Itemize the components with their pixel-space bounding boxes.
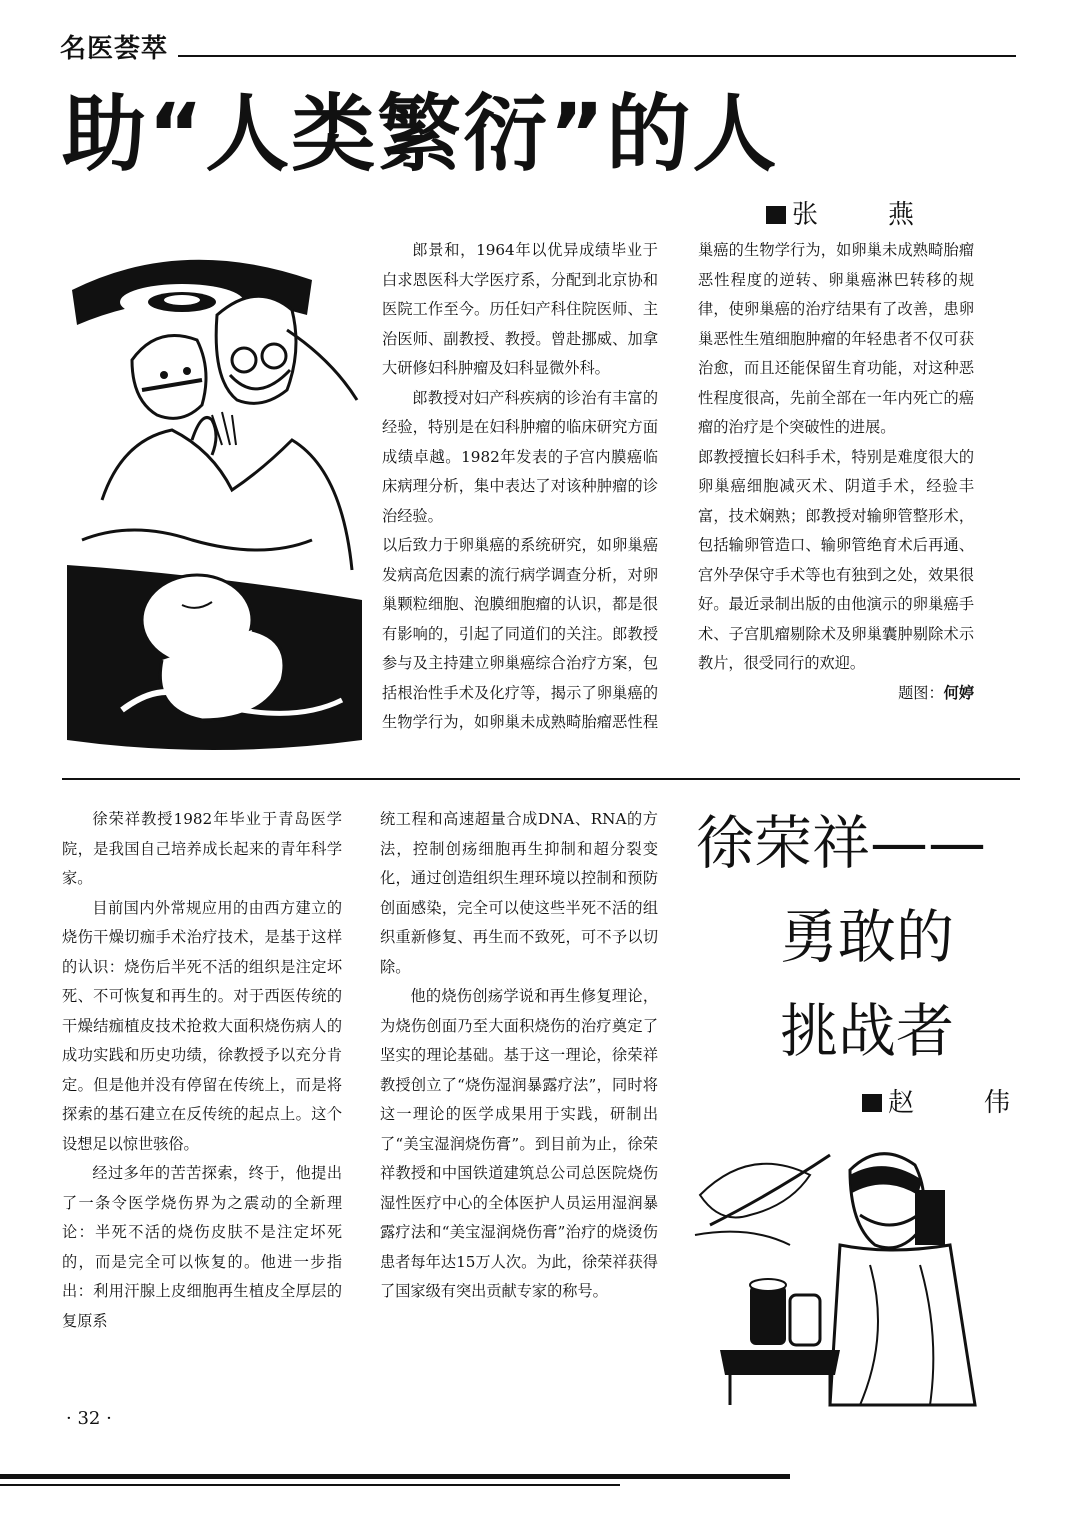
article2-paragraph: 目前国内外常规应用的由西方建立的烧伤干燥切痂手术治疗技术，是基于这样的认识：烧伤后半死不活的组织是注定坏死、不可恢复和再生的。对于西医传统的干燥结痂植皮技术抢救大面积烧伤病人的成功实践和历史功绩，徐教授予以充分肯定。但是他并没有停留在传统上，而是将探索的基石建立在反传统的起点上。这个设想足以惊世骇俗。 bbox=[62, 898, 342, 1153]
article1-paragraph-part: 以后致力于卵巢癌的系统研究，如卵巢癌发病高危因素的流行病学调查分析，对卵巢颗粒细胞、泡膜细胞瘤的认识，都是很有影响的，引起了同道们的关注。郎教授参与及主持建立卵巢癌综合治疗方案，包括根治性手术及化疗等，揭示了卵巢癌的生物学行为，如卵巢未成熟畸胎瘤恶性程 bbox=[382, 536, 658, 731]
article1-byline bbox=[766, 200, 936, 230]
article2-author: 赵 伟 bbox=[888, 1088, 1033, 1118]
article2-paragraph: 经过多年的苦苦探索，终于，他提出了一条令医学烧伤界为之震动的全新理论：半死不活的烧伤皮肤不是注定坏死的，而是完全可以恢复的。他进一步指出：利用汗腺上皮细胞再生植皮全厚层的复原系 bbox=[62, 1164, 342, 1330]
page-number: · 32 · bbox=[66, 1408, 112, 1429]
article2-title-line2: 勇敢的 bbox=[780, 903, 955, 971]
article1-author: 张 燕 bbox=[792, 200, 937, 230]
footer-rule-thin bbox=[0, 1484, 620, 1486]
article1-column-1 bbox=[382, 236, 658, 737]
article2-column-2 bbox=[380, 805, 658, 1307]
header-rule bbox=[178, 55, 1016, 57]
footer-rule bbox=[0, 1474, 790, 1479]
byline-square-icon bbox=[766, 206, 786, 224]
section-label: 名医荟萃 bbox=[60, 34, 169, 64]
surgeon-with-equipment-drawing bbox=[690, 1135, 980, 1415]
article-divider bbox=[62, 778, 1020, 780]
article1-column-2 bbox=[698, 236, 974, 772]
article2-paragraph: 徐荣祥教授1982年毕业于青岛医学院，是我国自己培养成长起来的青年科学家。 bbox=[62, 810, 342, 887]
article1-title: 助“人类繁衍”的人 bbox=[62, 85, 779, 183]
surgeons-and-baby-drawing bbox=[62, 240, 367, 770]
article1-paragraph: 郎教授擅长妇科手术，特别是难度很大的卵巢癌细胞减灭术、阴道手术，经验丰富，技术娴熟；郎教授对输卵管整形术，包括输卵管造口、输卵管绝育术后再通、宫外孕保守手术等也有独到之处，效果很好。最近录制出版的由他演示的卵巢癌手术、子宫肌瘤剔除术及卵巢囊肿剔除术示教片，很受同行的欢迎。 bbox=[698, 447, 974, 672]
credit-name: 何婷 bbox=[943, 683, 974, 702]
article2-paragraph: 他的烧伤创疡学说和再生修复理论，为烧伤创面乃至大面积烧伤的治疗奠定了坚实的理论基础。基于这一理论，徐荣祥教授创立了“烧伤湿润暴露疗法”，同时将这一理论的医学成果用于实践，研制出了“美宝湿润烧伤膏”。到目前为止，徐荣祥教授和中国铁道建筑总公司总医院烧伤湿性医疗中心的全体医护人员运用湿润暴露疗法和“美宝湿润烧伤膏”治疗的烧烫伤患者每年达15万人次。为此，徐荣祥获得了国家级有突出贡献专家的称号。 bbox=[380, 987, 658, 1300]
article1-paragraph: 郎教授对妇产科疾病的诊治有丰富的经验，特别是在妇科肿瘤的临床研究方面成绩卓越。1982年发表的子宫内膜癌临床病理分析，集中表达了对该种肿瘤的诊治经验。 bbox=[382, 388, 658, 525]
article1-paragraph: 郎景和，1964年以优异成绩毕业于白求恩医科大学医疗系，分配到北京协和医院工作至今。历任妇产科住院医师、主治医师、副教授、教授。曾赴挪威、加拿大研修妇科肿瘤及妇科显微外科。 bbox=[382, 241, 658, 377]
article1-paragraph-continued: 巢癌的生物学行为，如卵巢未成熟畸胎瘤恶性程度的逆转、卵巢癌淋巴转移的规律，使卵巢癌的治疗结果有了改善，患卵巢恶性生殖细胞肿瘤的年轻患者不仅可获治愈，而且还能保留生育功能，对这种恶性程度很高，先前全部在一年内死亡的癌瘤的治疗是个突破性的进展。 bbox=[698, 241, 974, 436]
article2-paragraph: 统工程和高速超量合成DNA、RNA的方法，控制创疡细胞再生抑制和超分裂变化，通过创造组织生理环境以控制和预防创面感染，完全可以使这些半死不活的组织重新修复、再生而不致死，可不予以切除。 bbox=[380, 810, 658, 976]
credit-label: 题图： bbox=[898, 683, 944, 702]
article2-byline bbox=[862, 1088, 1032, 1118]
article2-column-1 bbox=[62, 805, 342, 1336]
article2-title-line1: 徐荣祥—— bbox=[696, 809, 987, 877]
byline-square-icon bbox=[862, 1094, 882, 1112]
article2-title-line3: 挑战者 bbox=[780, 997, 955, 1065]
